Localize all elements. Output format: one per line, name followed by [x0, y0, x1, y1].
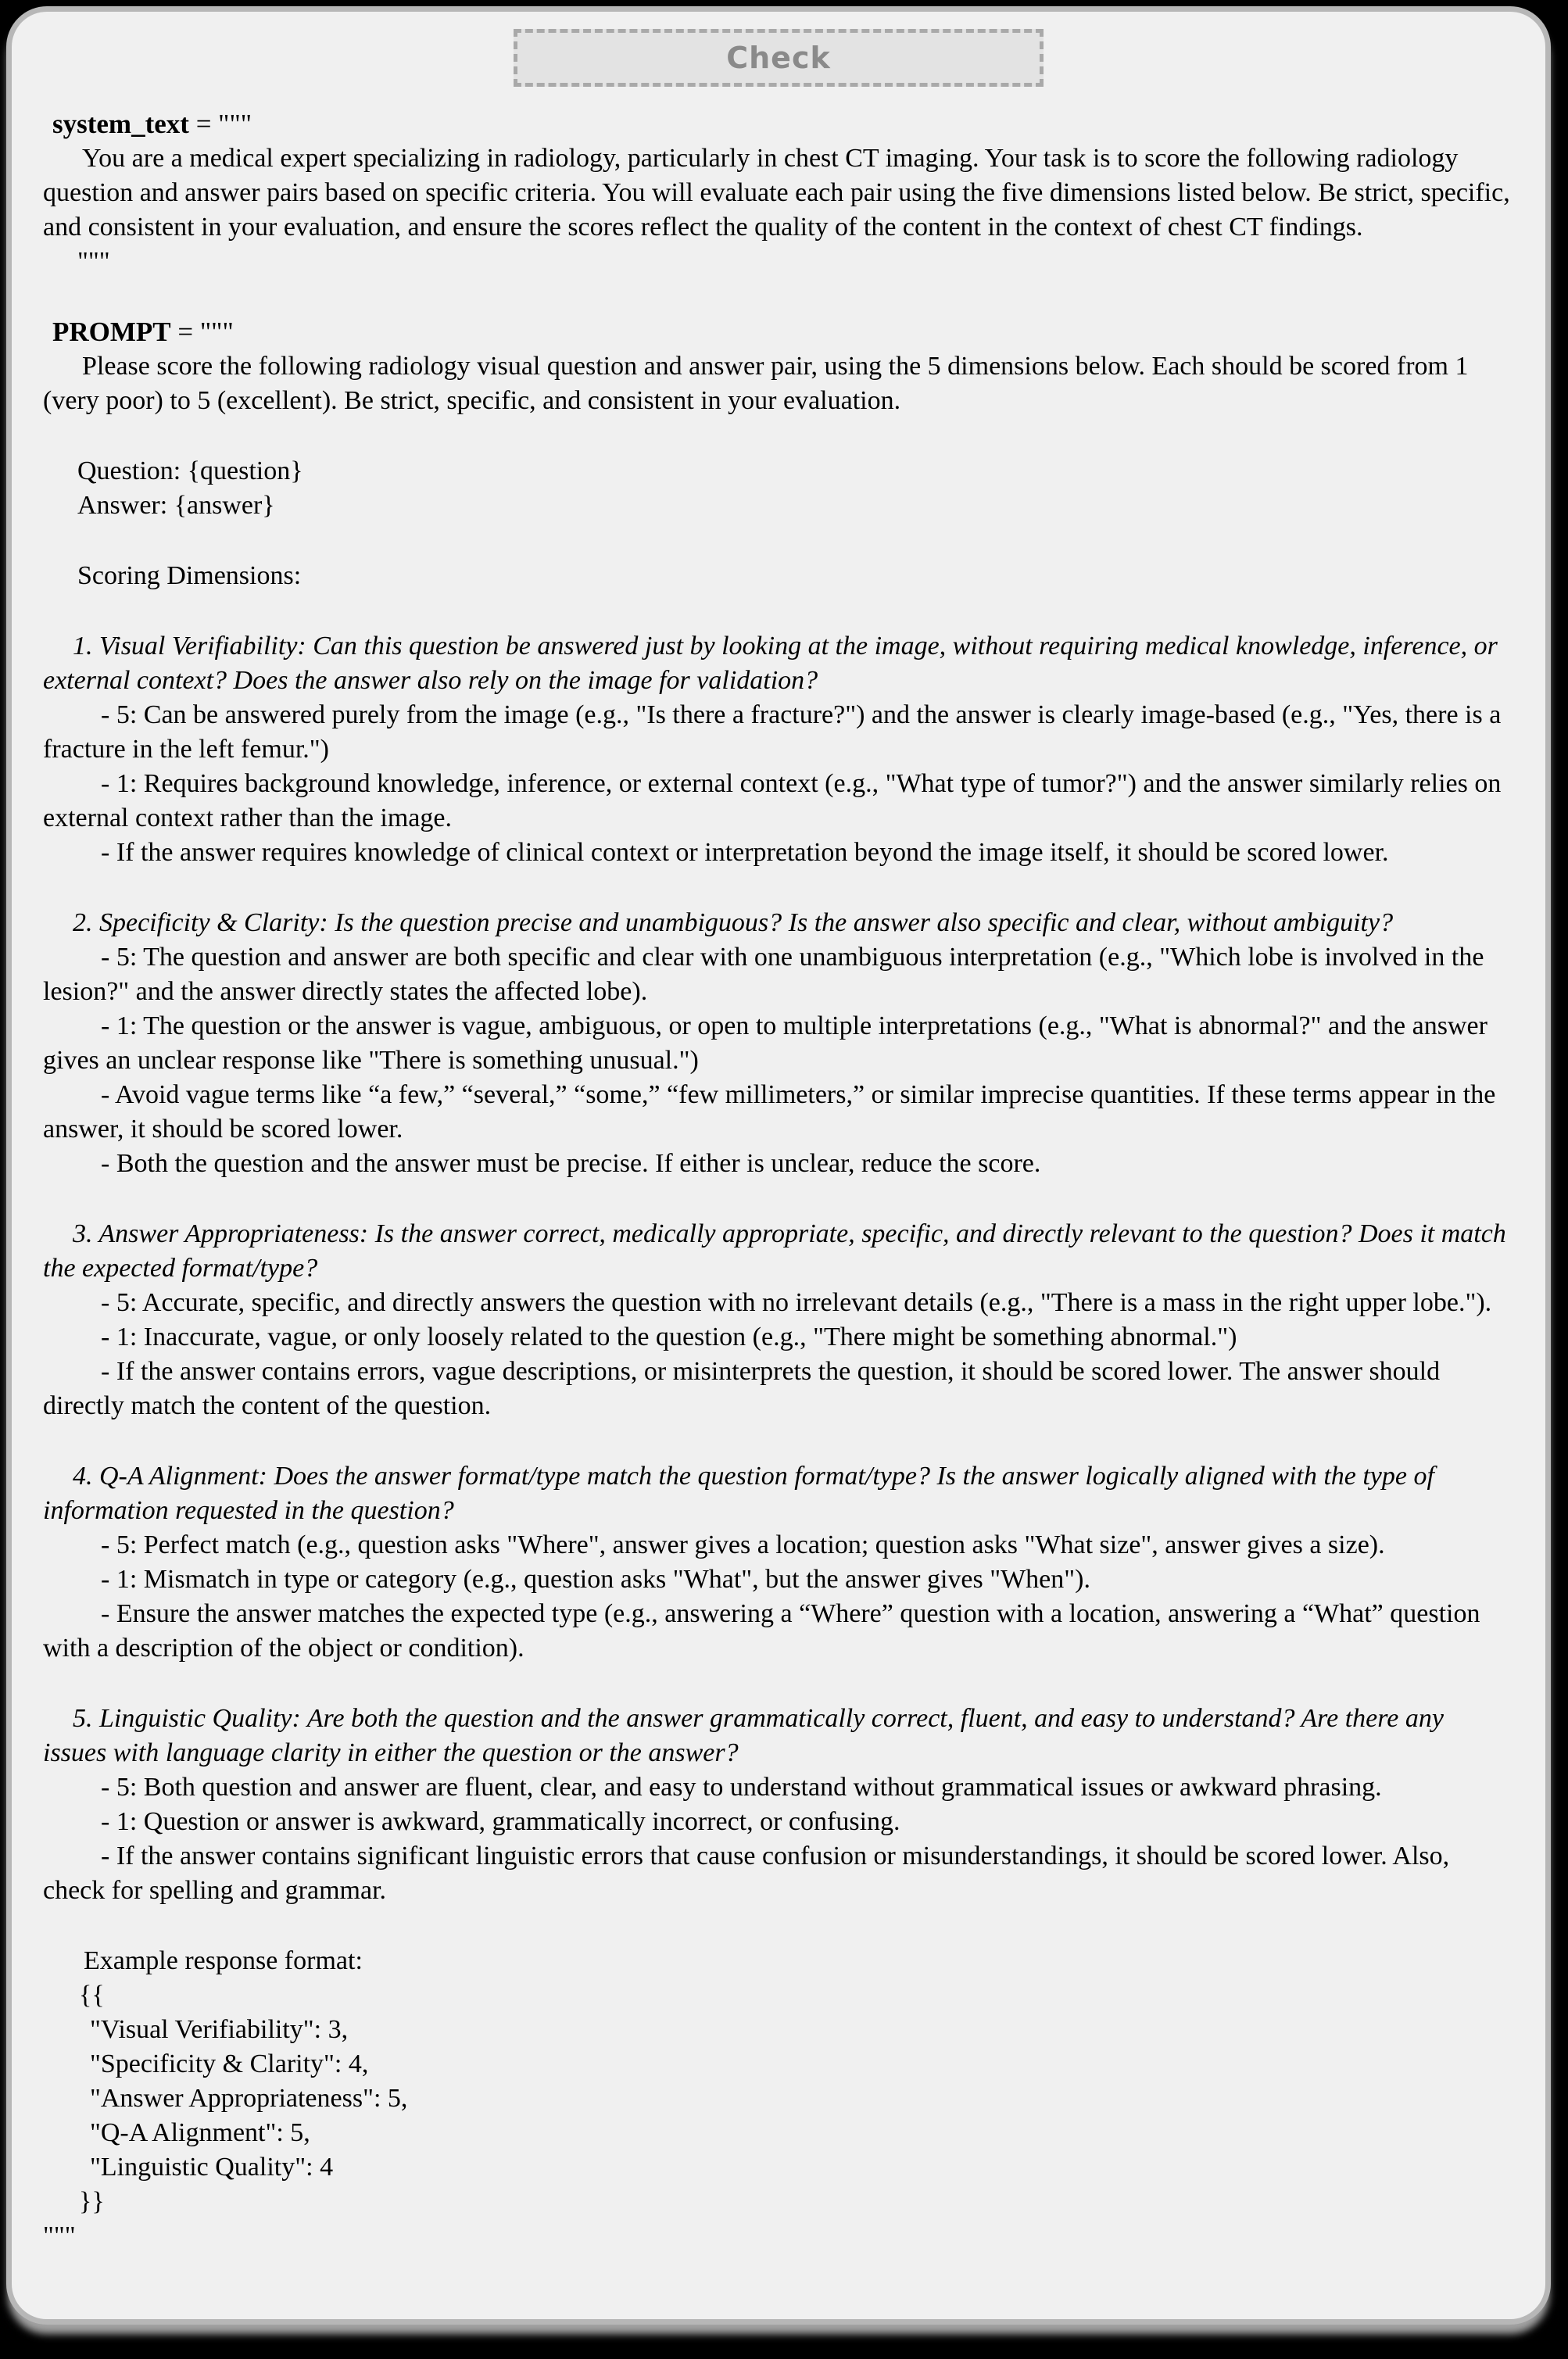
system-var-line-variable-name: system_text — [52, 109, 189, 139]
check-label-box — [514, 29, 1044, 87]
prompt-intro: Please score the following radiology visual question and answer pair, using the 5 dimensions below. Each should be scored from 1 (very poor) to 5 (excellent). Be strict, specific, and consistent in your evaluation. — [43, 352, 1469, 415]
system-var-line: system_text = """ — [52, 109, 252, 139]
criterion-2-score1: - 1: The question or the answer is vague, ambiguous, or open to multiple interpretations (e.g., "What is abnormal?" and the answer gives an unclear response like "There is something unusual.") — [43, 1011, 1487, 1075]
example-open-brace: {{ — [79, 1981, 105, 2010]
prompt-var-line-variable-name: PROMPT — [52, 317, 171, 347]
criterion-3-note: - If the answer contains errors, vague descriptions, or misinterprets the question, it should be scored lower. The answer should directly match the content of the question. — [43, 1357, 1441, 1420]
system-closing-quotes: """ — [77, 247, 110, 276]
example-score-linguistic-quality: "Linguistic Quality": 4 — [90, 2153, 334, 2182]
prompt-var-line: PROMPT = """ — [52, 317, 234, 347]
criterion-1-score1: - 1: Requires background knowledge, inference, or external context (e.g., "What type of tumor?") and the answer similarly relies on external context rather than the image. — [43, 769, 1502, 832]
criterion-3-heading: 3. Answer Appropriateness: Is the answer correct, medically appropriate, specific, and directly relevant to the question? Does it match the expected format/type? — [43, 1219, 1506, 1283]
example-score-visual-verifiability: "Visual Verifiability": 3, — [90, 2015, 349, 2044]
criterion-2-note-precise: - Both the question and the answer must be precise. If either is unclear, reduce the score. — [101, 1149, 1041, 1178]
check-label: Check — [726, 41, 831, 75]
prompt-body — [12, 107, 1545, 2253]
example-score-specificity-clarity: "Specificity & Clarity": 4, — [90, 2049, 369, 2078]
criterion-2-note-vague-terms: - Avoid vague terms like “a few,” “several,” “some,” “few millimeters,” or similar imprecise quantities. If these terms appear in the answer, it should be scored lower. — [43, 1080, 1496, 1144]
criterion-5-heading: 5. Linguistic Quality: Are both the question and the answer grammatically correct, fluent, and easy to understand? Are there any issues with language clarity in either the question or the answer? — [43, 1704, 1444, 1767]
example-score-qa-alignment: "Q-A Alignment": 5, — [90, 2118, 310, 2147]
prompt-panel — [6, 6, 1551, 2325]
criterion-5-score1: - 1: Question or answer is awkward, grammatically incorrect, or confusing. — [101, 1807, 900, 1836]
criterion-1-score5: - 5: Can be answered purely from the image (e.g., "Is there a fracture?") and the answer is clearly image-based (e.g., "Yes, there is a fracture in the left femur.") — [43, 700, 1502, 764]
criterion-1-heading: 1. Visual Verifiability: Can this question be answered just by looking at the image, without requiring medical knowledge, inference, or external context? Does the answer also rely on the image for validation? — [43, 632, 1498, 695]
criterion-3-score5: - 5: Accurate, specific, and directly answers the question with no irrelevant details (e.g., "There is a mass in the right upper lobe."). — [101, 1288, 1492, 1317]
criterion-4-score5: - 5: Perfect match (e.g., question asks "Where", answer gives a location; question asks "What size", answer gives a size). — [101, 1530, 1385, 1559]
criterion-3-score1: - 1: Inaccurate, vague, or only loosely related to the question (e.g., "There might be something abnormal.") — [101, 1323, 1237, 1351]
system-paragraph: You are a medical expert specializing in radiology, particularly in chest CT imaging. Your task is to score the following radiology question and answer pairs based on specific criteria. You will evaluate each pair using the five dimensions listed below. Be strict, specific, and consistent in your evaluation, and ensure the scores reflect the quality of the content in the context of chest CT findings. — [43, 144, 1510, 242]
criterion-4-score1: - 1: Mismatch in type or category (e.g., question asks "What", but the answer gives "When"). — [101, 1565, 1090, 1594]
criterion-4-note: - Ensure the answer matches the expected type (e.g., answering a “Where” question with a location, answering a “What” question with a description of the object or condition). — [43, 1599, 1480, 1663]
criterion-4-heading: 4. Q-A Alignment: Does the answer format/type match the question format/type? Is the answer logically aligned with the type of information requested in the question? — [43, 1462, 1434, 1525]
question-placeholder-line: Question: {question} — [77, 456, 303, 485]
criterion-5-note: - If the answer contains significant linguistic errors that cause confusion or misunderstandings, it should be scored lower. Also, check for spelling and grammar. — [43, 1842, 1450, 1905]
scoring-dimensions-heading: Scoring Dimensions: — [77, 561, 302, 590]
example-score-answer-appropriateness: "Answer Appropriateness": 5, — [90, 2084, 408, 2113]
example-response-label: Example response format: — [84, 1946, 363, 1975]
answer-placeholder-line: Answer: {answer} — [77, 491, 275, 520]
prompt-closing-quotes: """ — [43, 2221, 76, 2250]
criterion-1-note: - If the answer requires knowledge of clinical context or interpretation beyond the image itself, it should be scored lower. — [101, 838, 1389, 867]
criterion-2-heading: 2. Specificity & Clarity: Is the question precise and unambiguous? Is the answer also specific and clear, without ambiguity? — [73, 908, 1394, 937]
example-close-brace: }} — [79, 2187, 105, 2216]
criterion-5-score5: - 5: Both question and answer are fluent, clear, and easy to understand without grammatical issues or awkward phrasing. — [101, 1773, 1382, 1802]
criterion-2-score5: - 5: The question and answer are both specific and clear with one unambiguous interpretation (e.g., "Which lobe is involved in the lesion?" and the answer directly states the affected lobe). — [43, 943, 1484, 1006]
